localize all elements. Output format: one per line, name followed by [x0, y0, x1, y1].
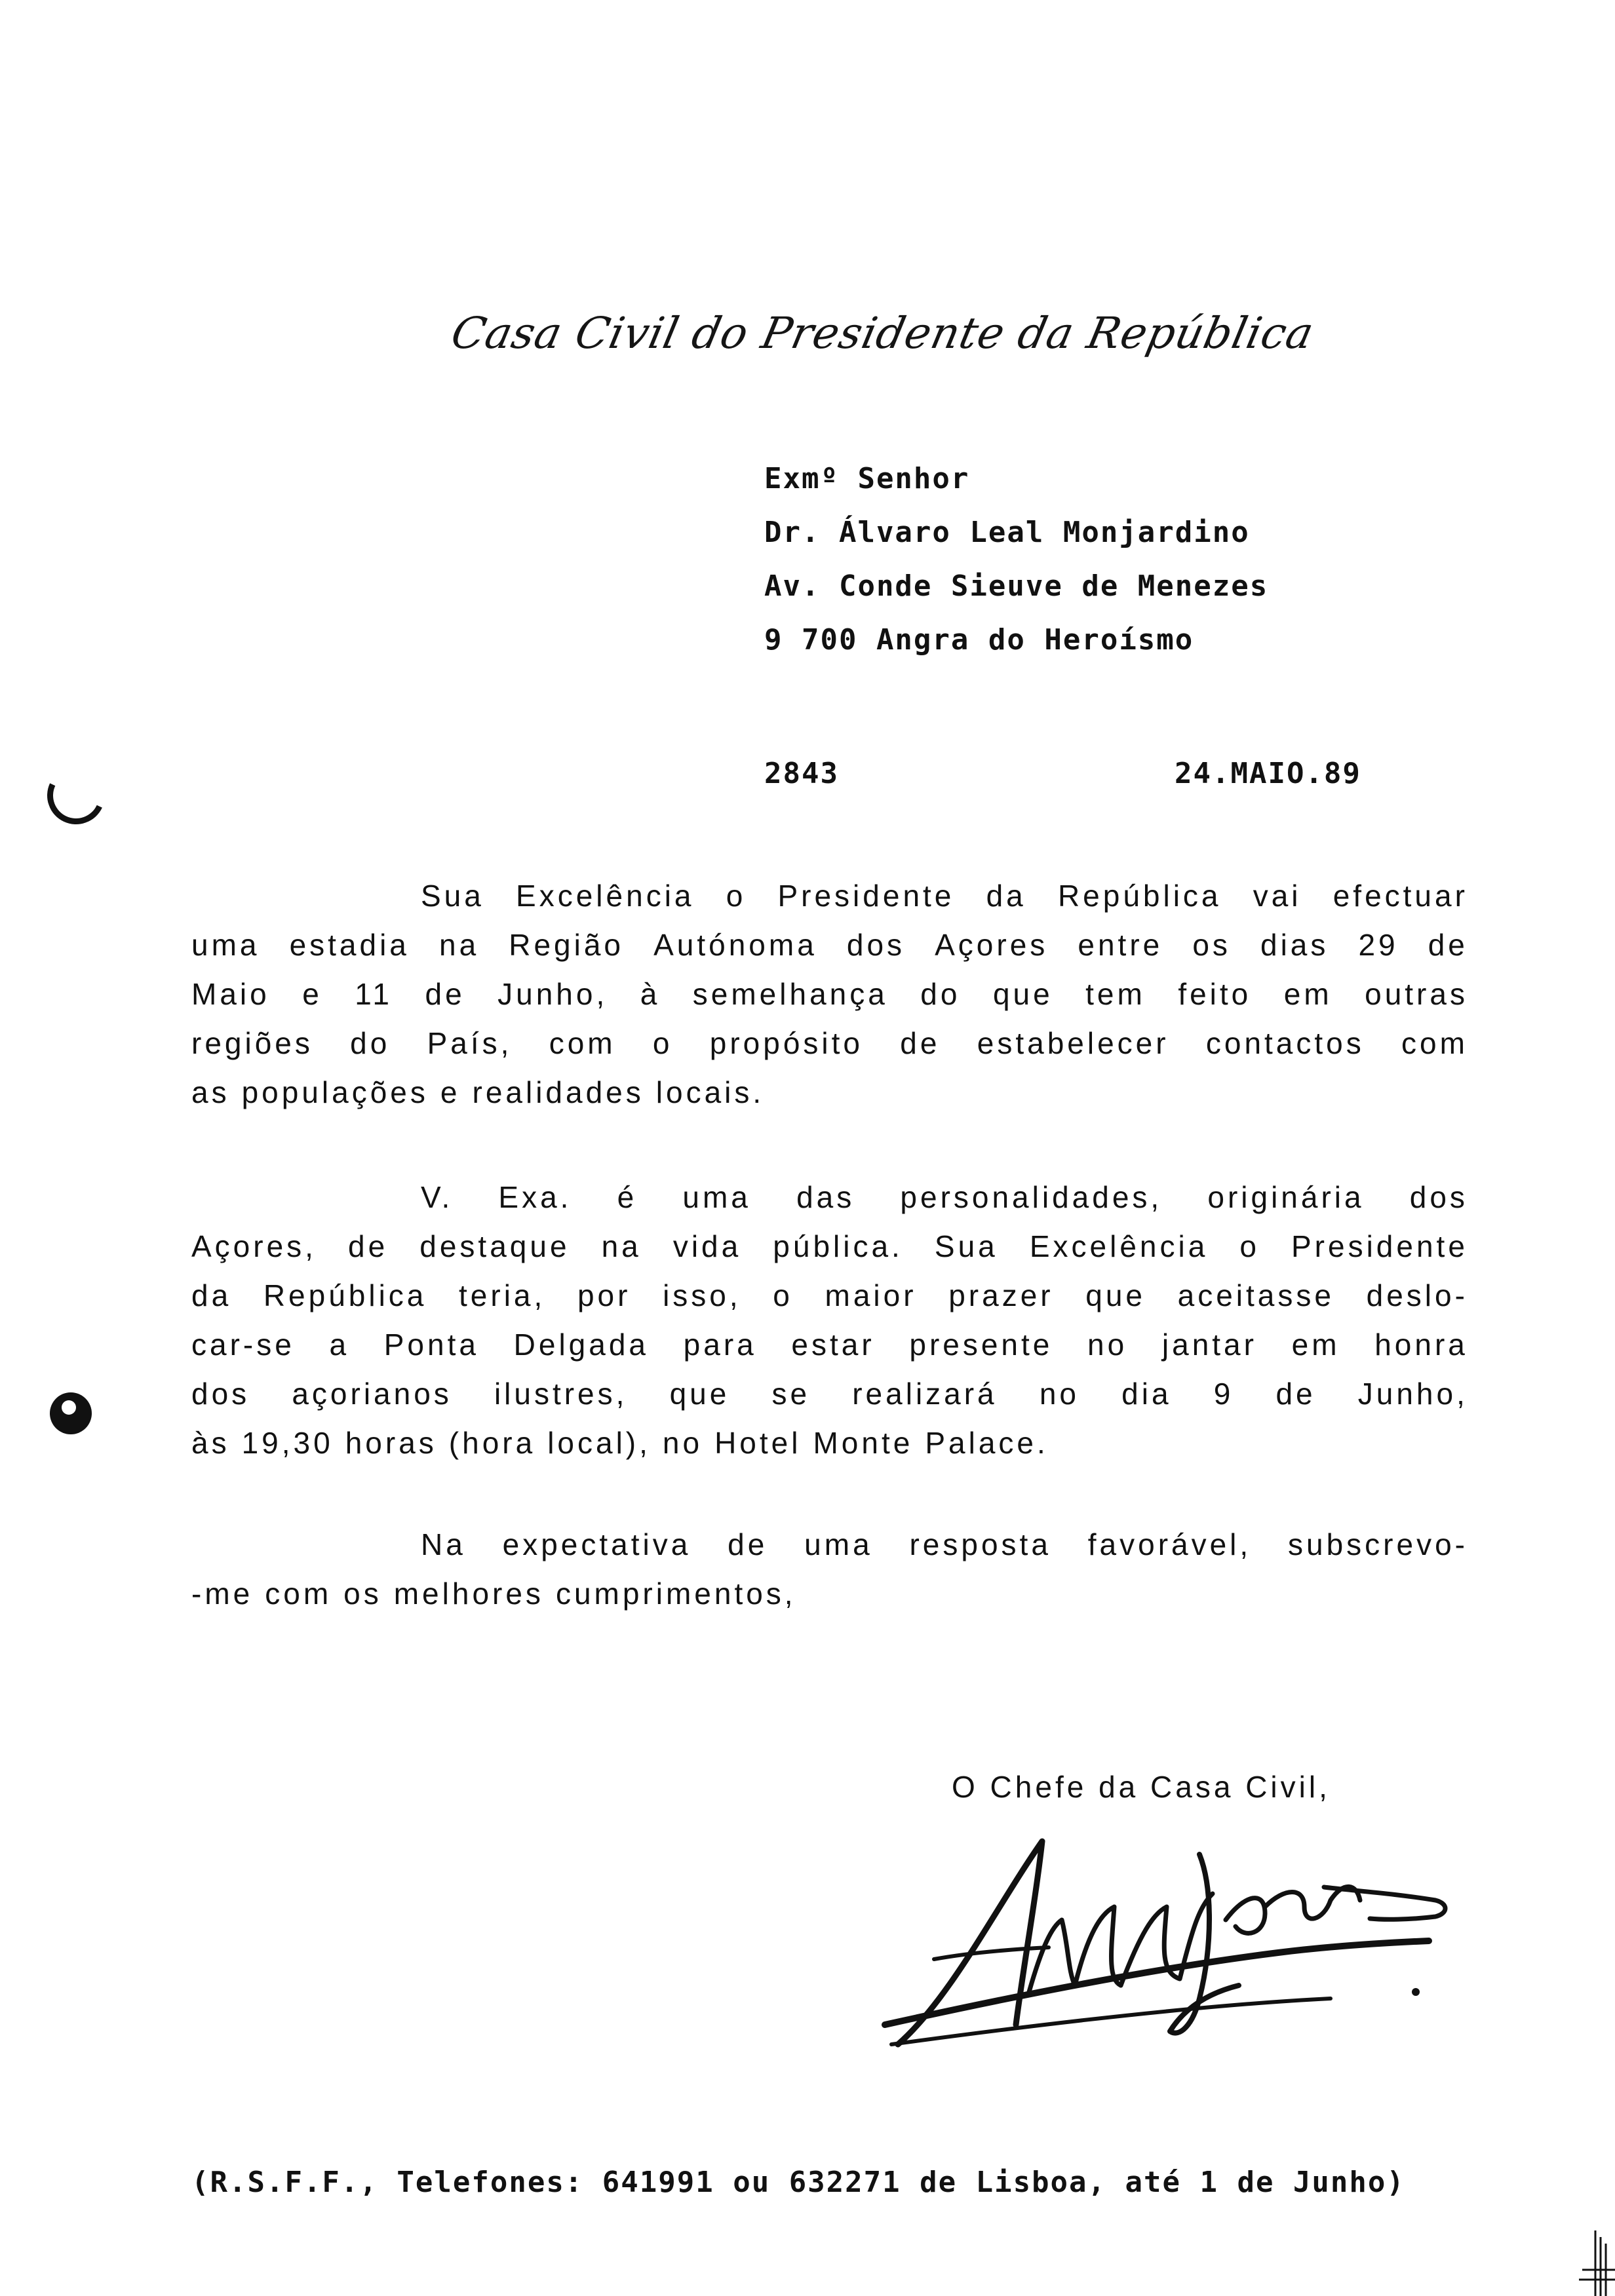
word: feito	[1178, 977, 1252, 1011]
word: propósito	[709, 1026, 864, 1060]
word: prazer	[948, 1278, 1054, 1312]
paragraph-line	[191, 1520, 1468, 1569]
word: estabelecer	[977, 1026, 1169, 1060]
recipient-salutation: Exmº Senhor	[764, 462, 970, 495]
word: em	[1291, 1328, 1340, 1362]
word: locais.	[655, 1075, 765, 1109]
word: car-se	[191, 1328, 295, 1362]
word: Sua	[421, 879, 484, 913]
word: melhores	[393, 1577, 544, 1611]
word: que	[1085, 1278, 1146, 1312]
word: Presidente	[777, 879, 955, 913]
word: populações	[241, 1075, 429, 1109]
word: contactos	[1205, 1026, 1365, 1060]
word: personalidades,	[900, 1180, 1163, 1214]
word: Açores	[935, 928, 1049, 962]
word: destaque	[419, 1229, 570, 1263]
word: do	[920, 977, 961, 1011]
punch-hole-mark	[39, 759, 113, 833]
word: de	[900, 1026, 941, 1060]
word: regiões	[191, 1026, 313, 1060]
word: ilustres,	[494, 1377, 628, 1411]
word: local),	[547, 1426, 651, 1460]
word: horas	[345, 1426, 437, 1460]
word: jantar	[1161, 1328, 1257, 1362]
word: Sua	[934, 1229, 998, 1263]
word: açorianos	[292, 1377, 452, 1411]
word: realizará	[852, 1377, 998, 1411]
word: no	[1039, 1377, 1080, 1411]
word: isso,	[663, 1278, 741, 1312]
word: resposta	[909, 1527, 1051, 1561]
word: com	[1401, 1026, 1468, 1060]
word: às	[191, 1426, 230, 1460]
word: estar	[791, 1328, 875, 1362]
letterhead	[446, 308, 1319, 393]
word: as	[191, 1075, 230, 1109]
word: vida	[672, 1229, 742, 1263]
closing-line: O Chefe da Casa Civil,	[952, 1770, 1331, 1804]
word: os	[1192, 928, 1231, 962]
paragraph-line	[191, 1271, 1468, 1320]
word: a	[329, 1328, 350, 1362]
recipient-street: Av. Conde Sieuve de Menezes	[764, 569, 1269, 603]
word: dos	[846, 928, 906, 962]
word: tem	[1085, 977, 1146, 1011]
word: Hotel	[714, 1426, 802, 1460]
word: que	[669, 1377, 730, 1411]
paragraph-3	[191, 1520, 1468, 1618]
word: teria,	[459, 1278, 546, 1312]
word: com	[549, 1026, 616, 1060]
paragraph-line	[191, 1569, 1468, 1618]
word: V.	[421, 1180, 454, 1214]
word: uma	[682, 1180, 751, 1214]
word: do	[350, 1026, 391, 1060]
paragraph-line	[191, 1019, 1468, 1068]
word: se	[771, 1377, 811, 1411]
word: e	[302, 977, 322, 1011]
word: o	[652, 1026, 673, 1060]
word: e	[440, 1075, 461, 1109]
word: Exa.	[498, 1180, 572, 1214]
word: por	[577, 1278, 631, 1312]
word: deslo-	[1366, 1278, 1468, 1312]
word: honra	[1374, 1328, 1468, 1362]
word: de	[1428, 928, 1468, 962]
word: em	[1283, 977, 1333, 1011]
word: para	[683, 1328, 757, 1362]
word: de	[1275, 1377, 1316, 1411]
word: 29	[1358, 928, 1399, 962]
word: à	[640, 977, 661, 1011]
word: o	[773, 1278, 793, 1312]
word: expectativa	[502, 1527, 691, 1561]
word: 9	[1213, 1377, 1234, 1411]
word: Presidente	[1291, 1229, 1468, 1263]
letter-date: 24.MAIO.89	[1175, 757, 1361, 790]
paragraph-line	[191, 1320, 1468, 1369]
recipient-address	[764, 452, 1268, 667]
paragraph-line	[191, 1173, 1468, 1222]
word: Na	[421, 1527, 466, 1561]
word: das	[796, 1180, 855, 1214]
word: aceitasse	[1177, 1278, 1334, 1312]
paragraph-line	[191, 871, 1468, 921]
word: Região	[509, 928, 625, 962]
word: presente	[909, 1328, 1053, 1362]
word: é	[617, 1180, 638, 1214]
word: Açores,	[191, 1229, 317, 1263]
word: Palace.	[925, 1426, 1049, 1460]
word: entre	[1078, 928, 1163, 962]
footer-note: (R.S.F.F., Telefones: 641991 ou 632271 de Lisboa, até 1 de Junho)	[191, 2166, 1405, 2199]
word: outras	[1365, 977, 1468, 1011]
word: originária	[1207, 1180, 1365, 1214]
paragraph-line	[191, 1068, 1468, 1117]
word: Autónoma	[653, 928, 817, 962]
word: Maio	[191, 977, 270, 1011]
word: favorável,	[1087, 1527, 1252, 1561]
word: uma	[804, 1527, 873, 1561]
recipient-city: 9 700 Angra do Heroísmo	[764, 623, 1194, 657]
word: os	[343, 1577, 382, 1611]
paragraph-line	[191, 970, 1468, 1019]
paragraph-line	[191, 1222, 1468, 1271]
paragraph-line	[191, 1369, 1468, 1419]
signature	[872, 1828, 1462, 2064]
word: no	[662, 1426, 703, 1460]
word: Ponta	[383, 1328, 479, 1362]
letterhead-text: Casa Civil do Presidente da República	[446, 308, 1319, 358]
word: 11	[355, 977, 393, 1011]
word: República	[1057, 879, 1222, 913]
word: maior	[825, 1278, 917, 1312]
word: dos	[1409, 1180, 1468, 1214]
word: Monte	[813, 1426, 914, 1460]
word: de	[728, 1527, 768, 1561]
word: realidades	[472, 1075, 644, 1109]
word: Excelência	[516, 879, 695, 913]
recipient-name: Dr. Álvaro Leal Monjardino	[764, 516, 1250, 549]
word: -me	[191, 1577, 254, 1611]
word: pública.	[773, 1229, 903, 1263]
word: Excelência	[1029, 1229, 1209, 1263]
word: País,	[427, 1026, 513, 1060]
paragraph-1	[191, 871, 1468, 1117]
word: efectuar	[1333, 879, 1468, 913]
word: de	[425, 977, 465, 1011]
paragraph-line	[191, 1419, 1468, 1468]
paragraph-2	[191, 1173, 1468, 1468]
word: com	[265, 1577, 332, 1611]
word: Junho,	[1357, 1377, 1468, 1411]
word: na	[601, 1229, 642, 1263]
word: da	[191, 1278, 232, 1312]
word: da	[986, 879, 1026, 913]
word: subscrevo-	[1288, 1527, 1468, 1561]
word: dias	[1260, 928, 1329, 962]
word: no	[1087, 1328, 1128, 1362]
word: dia	[1121, 1377, 1172, 1411]
word: semelhança	[692, 977, 888, 1011]
word: o	[1239, 1229, 1260, 1263]
word: 19,30	[241, 1426, 334, 1460]
punch-hole-mark	[50, 1392, 92, 1434]
word: (hora	[448, 1426, 536, 1460]
word: dos	[191, 1377, 250, 1411]
word: de	[348, 1229, 389, 1263]
word: o	[726, 879, 747, 913]
reference-number: 2843	[764, 757, 839, 790]
word: na	[438, 928, 480, 962]
word: que	[992, 977, 1053, 1011]
paragraph-line	[191, 921, 1468, 970]
word: cumprimentos,	[555, 1577, 796, 1611]
word: República	[263, 1278, 427, 1312]
word: uma	[191, 928, 260, 962]
word: estadia	[289, 928, 410, 962]
word: Junho,	[497, 977, 608, 1011]
word: Delgada	[513, 1328, 649, 1362]
word: vai	[1253, 879, 1302, 913]
scan-artifact	[1569, 2224, 1615, 2296]
